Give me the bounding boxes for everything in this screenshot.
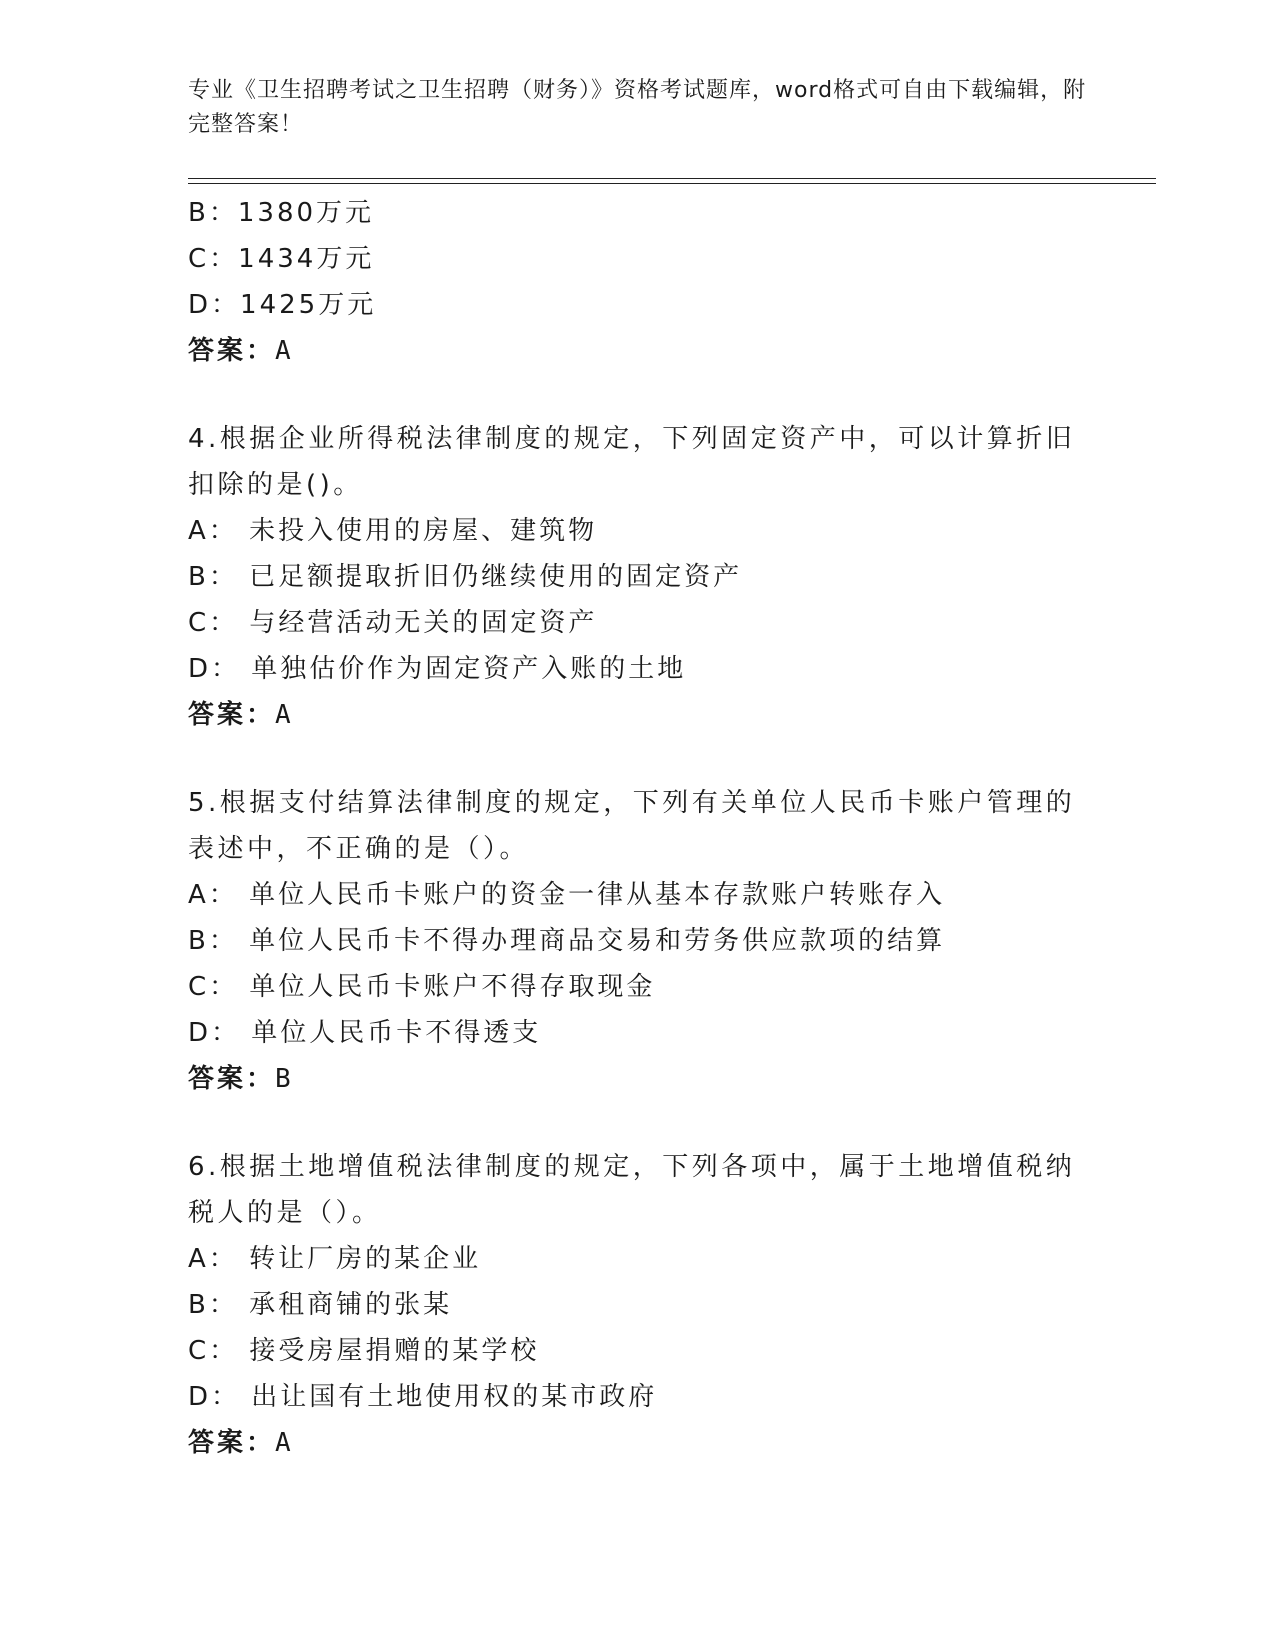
option-line: C：1434万元	[188, 244, 375, 274]
option-text: 1434万元	[238, 244, 375, 274]
option-text: 承租商铺的张某	[249, 1290, 453, 1320]
question-block-partial	[188, 190, 1088, 374]
option-text: 单位人民币卡不得办理商品交易和劳务供应款项的结算	[249, 926, 946, 956]
answer-value: A	[275, 1428, 293, 1458]
option-line: B： 已足额提取折旧仍继续使用的固定资产	[188, 562, 743, 592]
option-key: C	[188, 972, 210, 1002]
option-line: C： 单位人民币卡账户不得存取现金	[188, 972, 656, 1002]
option-key: B	[188, 1290, 209, 1320]
option-key: B	[188, 926, 209, 956]
option-text: 转让厂房的某企业	[249, 1244, 482, 1274]
option-text: 单位人民币卡账户不得存取现金	[249, 972, 656, 1002]
option-line: D： 单独估价作为固定资产入账的土地	[188, 654, 687, 684]
answer-value: B	[275, 1064, 293, 1094]
option-text: 与经营活动无关的固定资产	[249, 608, 598, 638]
option-line: D：1425万元	[188, 290, 377, 320]
option-text: 未投入使用的房屋、建筑物	[249, 516, 598, 546]
option-text: 1380万元	[237, 198, 375, 228]
question-block	[188, 416, 1088, 738]
question-content	[188, 190, 1088, 1466]
option-key: C	[188, 608, 210, 638]
option-key: D	[188, 1018, 212, 1048]
answer-value: A	[275, 700, 293, 730]
question-stem-line1: 5.根据支付结算法律制度的规定，下列有关单位人民币卡账户管理的	[188, 788, 1076, 818]
question-block	[188, 780, 1088, 1102]
header-text: 专业《卫生招聘考试之卫生招聘（财务）》资格考试题库，word格式可自由下载编辑，附完整答案！	[188, 78, 1087, 137]
answer-label: 答案：	[188, 700, 276, 730]
option-line: A： 未投入使用的房屋、建筑物	[188, 516, 598, 546]
option-text: 单独估价作为固定资产入账的土地	[251, 654, 687, 684]
option-key: A	[188, 516, 209, 546]
option-text: 接受房屋捐赠的某学校	[249, 1336, 540, 1366]
option-key: C	[188, 244, 210, 274]
option-line: C： 接受房屋捐赠的某学校	[188, 1336, 540, 1366]
option-line: A： 单位人民币卡账户的资金一律从基本存款账户转账存入	[188, 880, 946, 910]
question-stem-line2: 表述中，不正确的是（）。	[188, 834, 530, 864]
option-text: 出让国有土地使用权的某市政府	[251, 1382, 658, 1412]
question-stem-line2: 扣除的是()。	[188, 470, 363, 500]
option-text: 已足额提取折旧仍继续使用的固定资产	[249, 562, 743, 592]
question-stem-line2: 税人的是（）。	[188, 1198, 382, 1228]
answer-line	[188, 1056, 1088, 1102]
answer-label: 答案：	[188, 336, 276, 366]
option-text: 1425万元	[240, 290, 377, 320]
option-line: B：1380万元	[188, 198, 375, 228]
option-text: 单位人民币卡不得透支	[251, 1018, 542, 1048]
option-line: B： 承租商铺的张某	[188, 1290, 453, 1320]
answer-line	[188, 328, 1088, 374]
option-key: D	[188, 654, 212, 684]
document-header	[188, 74, 1088, 142]
option-key: B	[188, 198, 209, 228]
option-line: D： 单位人民币卡不得透支	[188, 1018, 542, 1048]
question-stem-line1: 6.根据土地增值税法律制度的规定，下列各项中，属于土地增值税纳	[188, 1152, 1076, 1182]
answer-value: A	[275, 336, 293, 366]
header-rule-bottom	[188, 183, 1156, 184]
option-key: D	[188, 290, 212, 320]
option-key: A	[188, 880, 209, 910]
option-line: B： 单位人民币卡不得办理商品交易和劳务供应款项的结算	[188, 926, 946, 956]
question-block	[188, 1144, 1088, 1466]
answer-line	[188, 692, 1088, 738]
option-line: A： 转让厂房的某企业	[188, 1244, 482, 1274]
option-line: C： 与经营活动无关的固定资产	[188, 608, 598, 638]
option-key: B	[188, 562, 209, 592]
option-key: A	[188, 1244, 209, 1274]
answer-label: 答案：	[188, 1428, 276, 1458]
option-line: D： 出让国有土地使用权的某市政府	[188, 1382, 658, 1412]
option-key: C	[188, 1336, 210, 1366]
option-key: D	[188, 1382, 212, 1412]
option-text: 单位人民币卡账户的资金一律从基本存款账户转账存入	[249, 880, 946, 910]
header-rule-top	[188, 178, 1156, 179]
question-stem-line1: 4.根据企业所得税法律制度的规定，下列固定资产中，可以计算折旧	[188, 424, 1076, 454]
answer-line	[188, 1420, 1088, 1466]
answer-label: 答案：	[188, 1064, 276, 1094]
